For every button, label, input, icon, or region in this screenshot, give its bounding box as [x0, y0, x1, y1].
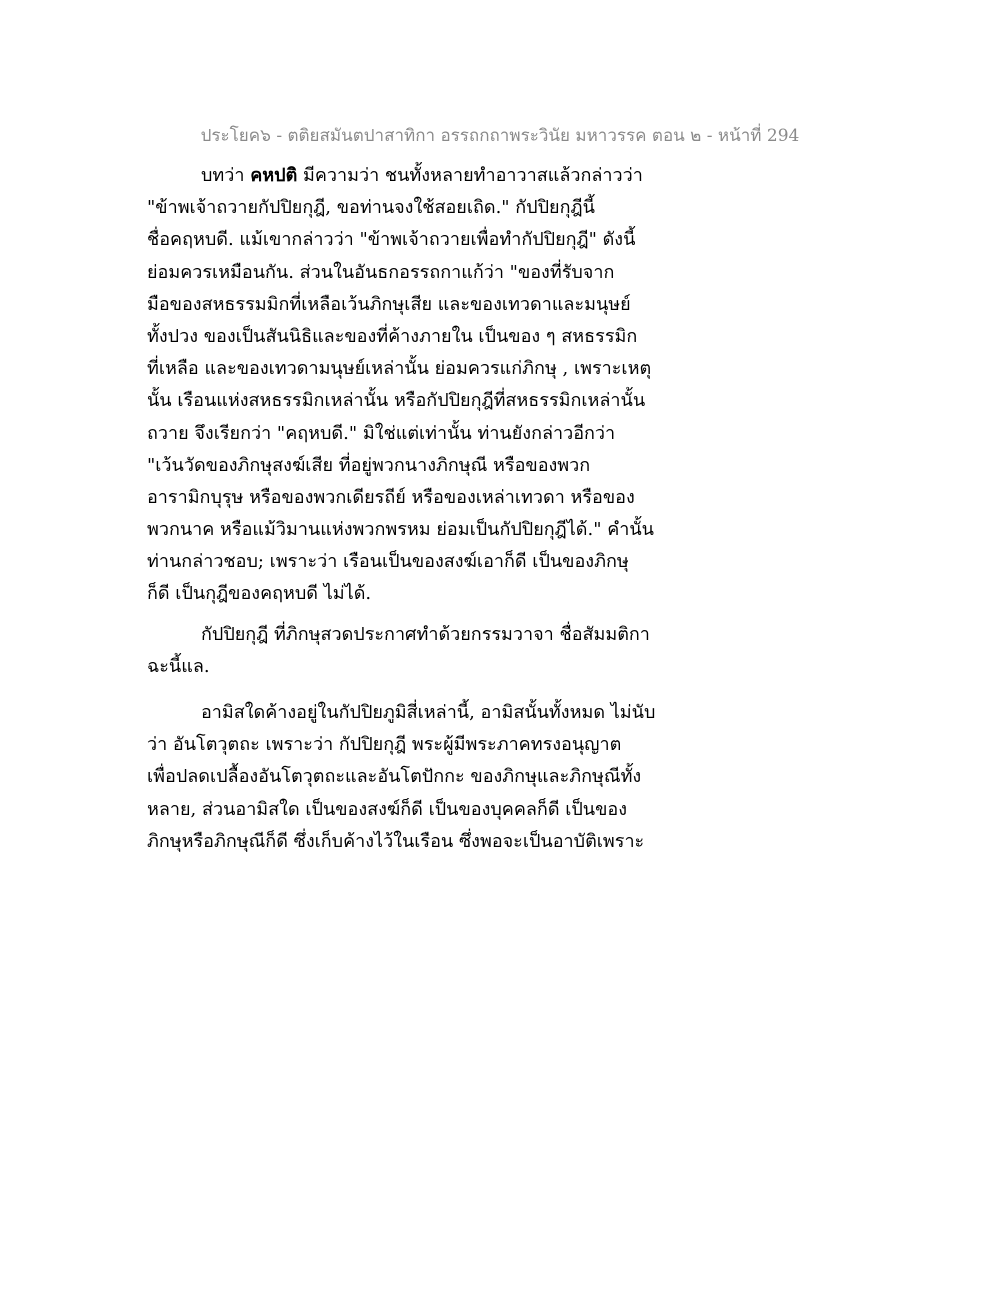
- text-run: มีความว่า ชนทั้งหลายทำอาวาสแล้วกล่าวว่า: [297, 165, 643, 186]
- text-line: นั้น เรือนแห่งสหธรรมิกเหล่านั้น หรือกัปปิยกุฎีที่สหธรรมิกเหล่านั้น: [147, 390, 646, 412]
- text-line: ท่านกล่าวชอบ; เพราะว่า เรือนเป็นของสงฆ์เอาก็ดี เป็นของภิกษุ: [147, 551, 629, 573]
- running-header: ประโยค๖ - ตติยสมันตปาสาทิกา อรรถกถาพระวินัย มหาวรรค ตอน ๒ - หน้าที่ 294: [200, 126, 800, 146]
- text-line: อารามิกบุรุษ หรือของพวกเดียรถีย์ หรือของเหล่าเทวดา หรือของ: [147, 486, 635, 508]
- paragraph-1: [147, 160, 707, 611]
- text-line: [147, 160, 707, 192]
- text-line: "ข้าพเจ้าถวายกัปปิยกุฎี, ขอท่านจงใช้สอยเถิด." กัปปิยกุฎีนี้: [147, 197, 595, 219]
- text-line: อามิสใดค้างอยู่ในกัปปิยภูมิสี่เหล่านี้, อามิสนั้นทั้งหมด ไม่นับ: [201, 702, 656, 723]
- paragraph-2: [147, 619, 707, 683]
- text-line: ภิกษุหรือภิกษุณีก็ดี ซึ่งเก็บค้างไว้ในเรือน ซึ่งพอจะเป็นอาบัติเพราะ: [147, 830, 645, 852]
- text-line: หลาย, ส่วนอามิสใด เป็นของสงฆ์ก็ดี เป็นของบุคคลก็ดี เป็นของ: [147, 798, 628, 820]
- text-line: ทั้งปวง ของเป็นสันนิธิและของที่ค้างภายใน เป็นของ ๆ สหธรรมิก: [147, 325, 638, 347]
- text-line: "เว้นวัดของภิกษุสงฆ์เสีย ที่อยู่พวกนางภิกษุณี หรือของพวก: [147, 454, 591, 476]
- text-line: ฉะนี้แล.: [147, 655, 210, 677]
- text-line: ที่เหลือ และของเทวดามนุษย์เหล่านั้น ย่อมควรแก่ภิกษุ , เพราะเหตุ: [147, 358, 652, 380]
- text-line: กัปปิยกุฎี ที่ภิกษุสวดประกาศทำด้วยกรรมวาจา ชื่อสัมมติกา: [201, 623, 650, 645]
- text-line: เพื่อปลดเปลื้องอันโตวุตถะและอันโตปักกะ ของภิกษุและภิกษุณีทั้ง: [147, 766, 642, 788]
- text-run: บทว่า: [201, 165, 251, 186]
- text-line: มือของสหธรรมมิกที่เหลือเว้นภิกษุเสีย และของเทวดาและมนุษย์: [147, 293, 631, 315]
- text-line: ว่า อันโตวุตถะ เพราะว่า กัปปิยกุฎี พระผู้มีพระภาคทรงอนุญาต: [147, 734, 622, 756]
- defined-term: คหปติ: [250, 165, 298, 186]
- text-line: ย่อมควรเหมือนกัน. ส่วนในอันธกอรรถกาแก้ว่า "ของที่รับจาก: [147, 261, 615, 283]
- text-line: พวกนาค หรือแม้วิมานแห่งพวกพรหม ย่อมเป็นกัปปิยกุฎีได้." คำนั้น: [147, 519, 654, 541]
- body-text: [147, 160, 707, 858]
- text-line: ชื่อคฤหบดี. แม้เขากล่าวว่า "ข้าพเจ้าถวายเพื่อทำกัปปิยกุฎี" ดังนี้: [147, 229, 636, 251]
- text-line: ถวาย จึงเรียกว่า "คฤหบดี." มิใช่แต่เท่านั้น ท่านยังกล่าวอีกว่า: [147, 422, 616, 444]
- text-line: ก็ดี เป็นกุฎีของคฤหบดี ไม่ได้.: [147, 583, 372, 605]
- paragraph-3: [147, 697, 707, 858]
